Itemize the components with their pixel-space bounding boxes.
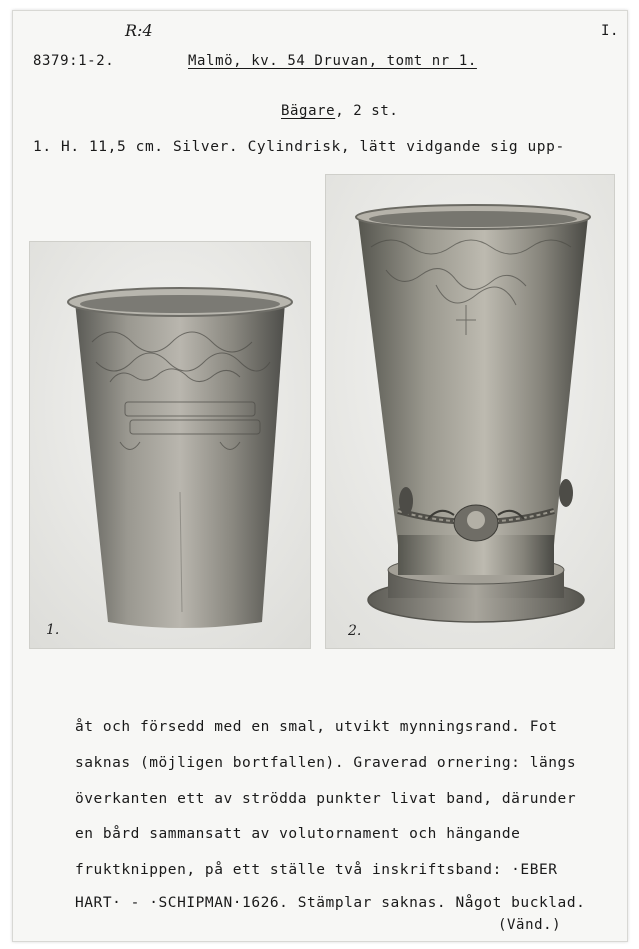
photo-beaker-1 <box>29 241 311 649</box>
body-line-1: åt och försedd med en smal, utvikt mynningsrand. Fot <box>75 719 558 735</box>
object-title <box>281 103 398 119</box>
catalog-number: 8379:1-2. <box>33 53 115 69</box>
beaker-2-image <box>326 175 614 648</box>
catalog-card <box>12 10 628 942</box>
body-line-6: HART· - ·SCHIPMAN·1626. Stämplar saknas. Något bucklad. <box>75 895 586 911</box>
page-roman-numeral: I. <box>601 23 620 39</box>
object-name: Bägare <box>281 103 336 119</box>
body-line-5: fruktknippen, på ett ställe två inskriftsband: ·EBER <box>75 862 558 878</box>
photo-2-label: 2. <box>348 623 362 639</box>
body-line-4: en bård sammansatt av volutornament och hängande <box>75 826 521 842</box>
handwritten-reference: R:4 <box>125 21 153 40</box>
location-heading: Malmö, kv. 54 Druvan, tomt nr 1. <box>188 53 477 69</box>
photo-beaker-2 <box>325 174 615 649</box>
intro-line: 1. H. 11,5 cm. Silver. Cylindrisk, lätt vidgande sig upp- <box>33 139 565 155</box>
photo-1-label: 1. <box>46 622 60 638</box>
turn-over-note: (Vänd.) <box>498 917 562 933</box>
object-count: , 2 st. <box>335 103 399 119</box>
body-line-2: saknas (möjligen bortfallen). Graverad ornering: längs <box>75 755 577 771</box>
body-line-3: överkanten ett av strödda punkter livat band, därunder <box>75 791 577 807</box>
beaker-1-image <box>30 242 310 648</box>
